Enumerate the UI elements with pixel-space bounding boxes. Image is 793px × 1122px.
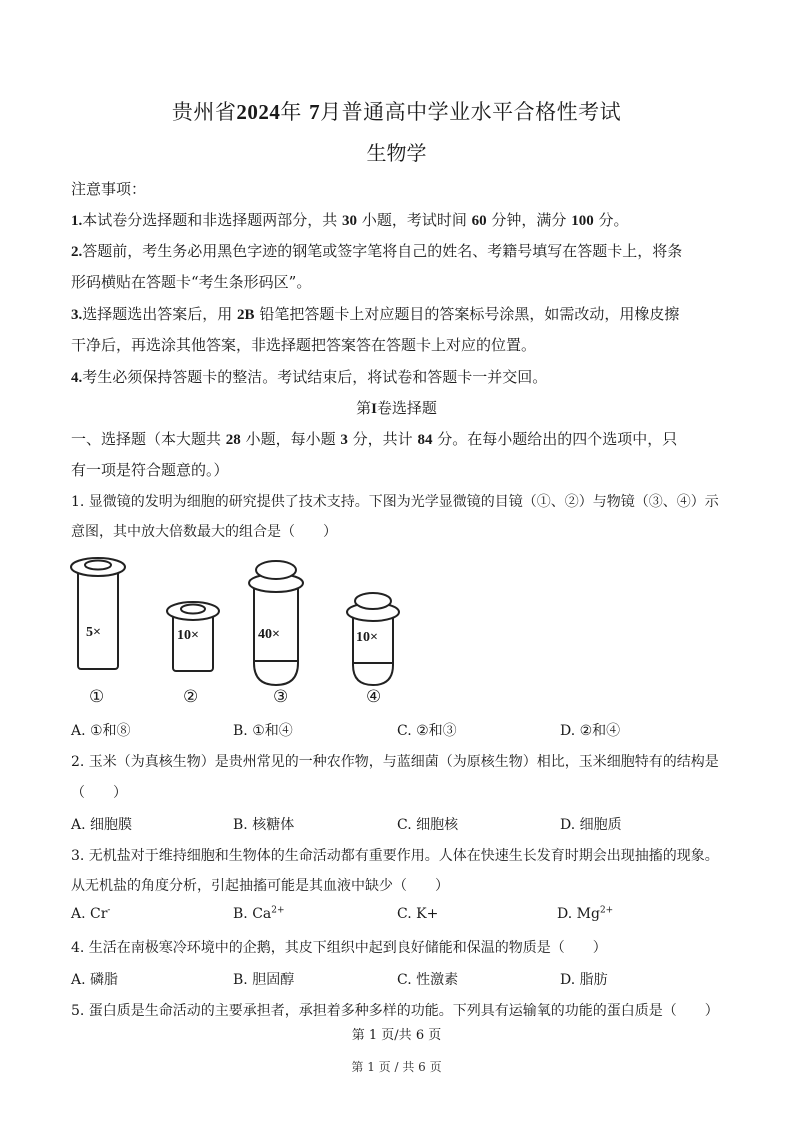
section-text: 卷选择题 (376, 399, 437, 417)
option-charge: - (107, 905, 111, 916)
section-text: 第 (356, 399, 372, 417)
q4-option-a[interactable]: A. 磷脂 (71, 972, 119, 988)
option-text: D. Mg (557, 906, 600, 922)
q2-option-d[interactable]: D. 细胞质 (560, 817, 622, 833)
question-1-stem: 1. 显微镜的发明为细胞的研究提供了技术支持。下图为光学显微镜的目镜（①、②）与物镜（③、④）示 (71, 494, 719, 510)
item-text: 分。 (598, 211, 629, 229)
notice-heading: 注意事项： (71, 180, 147, 198)
item-text: 分钟，满分 (491, 211, 567, 229)
item-number: 2. (71, 244, 83, 260)
item-text: 选择题选出答案后，用 (82, 305, 233, 323)
option-charge: 2+ (271, 905, 285, 916)
q2-option-b[interactable]: B. 核糖体 (233, 817, 295, 833)
lens-2-label: 10× (177, 628, 199, 643)
subject-title: 生物学 (366, 141, 427, 165)
q4-option-b[interactable]: B. 胆固醇 (233, 972, 295, 988)
item-text: 考生必须保持答题卡的整洁。考试结束后，将试卷和答题卡一并交回。 (82, 368, 548, 386)
item-number: 4. (71, 370, 83, 386)
title-text: 贵州省 (171, 100, 237, 124)
title-year: 2024 (236, 100, 281, 124)
notice-item-3-cont: 干净后，再选涂其他答案，非选择题把答案答在答题卡上对应的位置。 (71, 336, 537, 354)
intro-num: 3 (340, 432, 348, 448)
option-text: C. K+ (397, 906, 439, 922)
notice-item-4 (71, 366, 547, 387)
item-number: 3. (71, 307, 83, 323)
item-num: 60 (471, 213, 487, 229)
microscope-lens-figure (68, 553, 413, 711)
lens-4-marker: ④ (366, 687, 382, 707)
q1-option-b[interactable]: B. ①和④ (233, 723, 293, 739)
q2-option-c[interactable]: C. 细胞核 (397, 817, 459, 833)
title-text: 月普通高中学业水平合格性考试 (320, 100, 622, 124)
q3-option-b[interactable] (233, 906, 285, 922)
q3-option-d[interactable] (557, 906, 613, 922)
q1-option-c[interactable]: C. ②和③ (397, 723, 457, 739)
intro-text: 分。在每小题给出的四个选项中，只 (437, 430, 678, 448)
lens-4-label: 10× (356, 630, 378, 645)
section-intro (71, 428, 677, 449)
item-text: 本试卷分选择题和非选择题两部分，共 (82, 211, 338, 229)
item-text: 小题，考试时间 (361, 211, 467, 229)
option-text: B. Ca (233, 906, 272, 922)
notice-item-2 (71, 240, 682, 261)
question-5-stem: 5. 蛋白质是生命活动的主要承担者，承担着多种多样的功能。下列具有运输氧的功能的蛋白质是（ ） (71, 1003, 719, 1019)
item-text: 铅笔把答题卡上对应题目的答案标号涂黑，如需改动，用橡皮擦 (259, 305, 680, 323)
page-indicator-bottom: 第 1 页 / 共 6 页 (351, 1060, 442, 1074)
title-text: 年 (280, 100, 302, 124)
q2-option-a[interactable]: A. 细胞膜 (71, 817, 133, 833)
question-4-stem: 4. 生活在南极寒冷环境中的企鹅，其皮下组织中起到良好储能和保温的物质是（ ） (71, 940, 607, 956)
item-num: 100 (571, 213, 594, 229)
section-title (0, 397, 793, 418)
q1-option-d[interactable]: D. ②和④ (560, 723, 621, 739)
lens-3-marker: ③ (273, 687, 289, 707)
question-1-stem-cont: 意图，其中放大倍数最大的组合是（ ） (71, 524, 337, 540)
intro-num: 28 (225, 432, 241, 448)
q3-option-a[interactable] (71, 906, 110, 922)
q4-option-c[interactable]: C. 性激素 (397, 972, 459, 988)
intro-text: 分，共计 (352, 430, 413, 448)
notice-item-3 (71, 303, 679, 324)
section-roman: I (371, 401, 377, 417)
lens-2-marker: ② (183, 687, 199, 707)
q3-option-c[interactable] (397, 906, 438, 922)
lens-3-label: 40× (258, 627, 280, 642)
q1-option-a[interactable]: A. ①和⑧ (71, 723, 131, 739)
page-indicator-inline: 第 1 页/共 6 页 (351, 1028, 442, 1043)
item-num: 30 (342, 213, 358, 229)
intro-text: 小题，每小题 (245, 430, 336, 448)
option-charge: 2+ (599, 905, 614, 916)
q4-option-d[interactable]: D. 脂肪 (560, 972, 608, 988)
intro-text: 一、选择题（本大题共 (71, 430, 222, 448)
section-intro-cont: 有一项是符合题意的。） (71, 461, 229, 479)
item-number: 1. (71, 213, 83, 229)
item-code: 2B (237, 307, 255, 323)
exam-title (0, 96, 793, 126)
question-3-stem: 3. 无机盐对于维持细胞和生物体的生命活动都有重要作用。人体在快速生长发育时期会出现抽搐的现象。 (71, 848, 719, 864)
question-3-stem-cont: 从无机盐的角度分析，引起抽搐可能是其血液中缺少（ ） (71, 878, 449, 894)
option-text: A. Cr (71, 906, 108, 922)
title-month: 7 (309, 100, 321, 124)
lens-1-marker: ① (89, 687, 105, 707)
item-text: 答题前，考生务必用黑色字迹的钢笔或签字笔将自己的姓名、考籍号填写在答题卡上，将条 (82, 242, 683, 260)
notice-item-2-cont: 形码横贴在答题卡“考生条形码区”。 (71, 273, 312, 291)
question-2-stem: 2. 玉米（为真核生物）是贵州常见的一种农作物，与蓝细菌（为原核生物）相比，玉米细胞特有的结构是 (71, 754, 719, 770)
question-2-stem-cont: （ ） (71, 785, 127, 801)
intro-num: 84 (417, 432, 433, 448)
notice-item-1 (71, 209, 629, 230)
lens-1-label: 5× (86, 625, 101, 640)
